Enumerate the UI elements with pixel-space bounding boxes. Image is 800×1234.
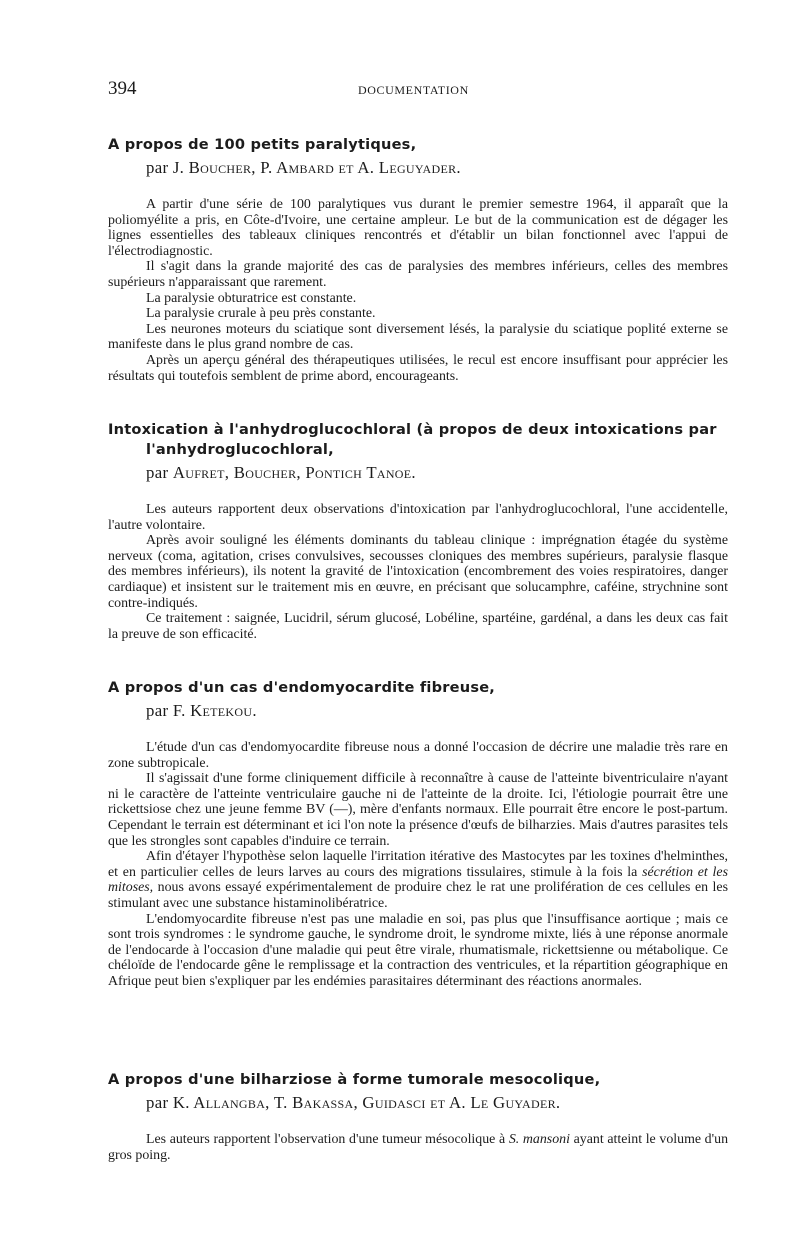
paragraph: La paralysie crurale à peu près constante. bbox=[146, 306, 376, 322]
paragraph: A partir d'une série de 100 paralytiques vus durant le premier semestre 1964, il apparaît que la poliomyélite a pris, en Côte-d'Ivoire, une certaine ampleur. Le but de la communication est de dégager les lignes essentielles des tableaux cliniques rencontrés et d'établir un bilan fonctionnel avec l'appui de l'électrodiagnostic. bbox=[108, 197, 728, 259]
page-number: 394 bbox=[108, 78, 137, 99]
paragraph: Les neurones moteurs du sciatique sont diversement lésés, la paralysie du sciatique poplité externe se manifeste dans le plus grand nombre de cas. bbox=[108, 321, 728, 353]
article-authors: Aufret, Boucher, Pontich Tanoe. bbox=[172, 463, 416, 482]
article-body bbox=[108, 502, 728, 642]
paragraph: L'étude d'un cas d'endomyocardite fibreuse nous a donné l'occasion de décrire une maladie très rare en zone subtropicale. bbox=[108, 740, 728, 771]
article-byline bbox=[146, 157, 728, 179]
paragraph: Ce traitement : saignée, Lucidril, sérum glucosé, Lobéline, spartéine, gardénal, a dans les deux cas fait la preuve de son efficacité. bbox=[108, 611, 728, 642]
article-2 bbox=[108, 420, 728, 642]
paragraph: La paralysie obturatrice est constante. bbox=[146, 290, 357, 306]
article-authors: F. Ketekou. bbox=[172, 701, 257, 720]
byline-prefix: par bbox=[146, 463, 169, 482]
paragraph: Afin d'étayer l'hypothèse selon laquelle l'irritation itérative des Mastocytes par les toxines d'helminthes, et en particulier celles de leurs larves au cours des migrations tissulaires, stimule à la fois la sécrétion et les mitoses, nous avons essayé expérimentalement de produire chez le rat une prolifération de ces cellules en les stimulant avec une substance histaminolibératrice. bbox=[108, 849, 728, 911]
italic-text: sécrétion et les mitoses, bbox=[108, 864, 728, 896]
article-body bbox=[108, 197, 728, 384]
article-title: A propos de 100 petits paralytiques, bbox=[108, 136, 417, 153]
paragraph: Après avoir souligné les éléments dominants du tableau clinique : imprégnation étagée du système nerveux (coma, agitation, crises convulsives, secousses cloniques des membres supérieurs, paralysie flasque des membres inférieurs), ils notent la gravité de l'intoxication (encombrement des voies respiratoires, danger cardiaque) et insistent sur le traitement mis en œuvre, en précisant que solucamphre, caféine, strychnine sont contre-indiqués. bbox=[108, 533, 728, 611]
article-byline bbox=[146, 700, 728, 722]
article-authors: K. Allangba, T. Bakassa, Guidasci et A. Le Guyader. bbox=[172, 1093, 561, 1112]
paragraph: Les auteurs rapportent deux observations d'intoxication par l'anhydroglucochloral, l'une accidentelle, l'autre volontaire. bbox=[108, 502, 728, 533]
article-body bbox=[108, 740, 728, 990]
article-byline bbox=[146, 1092, 728, 1114]
article-byline bbox=[146, 462, 728, 484]
paragraph: Il s'agit dans la grande majorité des cas de paralysies des membres inférieurs, celles des membres supérieurs n'apparaissant que rarement. bbox=[108, 259, 728, 290]
byline-prefix: par bbox=[146, 1093, 169, 1112]
italic-text: S. mansoni bbox=[508, 1132, 570, 1147]
page-header bbox=[108, 78, 728, 102]
paragraph: Les auteurs rapportent l'observation d'une tumeur mésocolique à S. mansoni ayant atteint le volume d'un gros poing. bbox=[108, 1132, 729, 1163]
paragraph: Après un aperçu général des thérapeutiques utilisées, le recul est encore insuffisant pour apprécier les résultats qui toutefois semblent de prime abord, encourageants. bbox=[108, 352, 728, 384]
article-3 bbox=[108, 678, 728, 990]
byline-prefix: par bbox=[146, 158, 169, 177]
article-title: Intoxication à l'anhydroglucochloral (à propos de deux intoxications par l'anhydroglucochloral, bbox=[108, 421, 717, 458]
running-head: DOCUMENTATION bbox=[358, 83, 469, 97]
article-body bbox=[108, 1132, 728, 1163]
paragraph: L'endomyocardite fibreuse n'est pas une maladie en soi, pas plus que l'insuffisance aortique ; mais ce sont trois syndromes : le syndrome gauche, le syndrome droit, le syndrome mixte, liés à une réponse anormale de l'endocarde à l'occasion d'une maladie qui peut être virale, rhumatismale, rickettsienne ou métabolique. Ce chéloïde de l'endocarde gêne le remplissage et la contraction des ventricules, et la répartition géographique en Afrique peut bien s'expliquer par les endémies parasitaires déterminant des réactions anormales. bbox=[108, 911, 728, 989]
paragraph: Il s'agissait d'une forme cliniquement difficile à reconnaître à cause de l'atteinte biventriculaire n'ayant ni le caractère de l'atteinte ventriculaire gauche ni de l'atteinte de la droite. Ici, l'étiologie pourrait être une rickettsiose chez une jeune femme BV (—), mère d'enfants normaux. Elle pourrait être encore le post-partum. Cependant le terrain est déterminant et ici l'on note la présence d'œufs de bilharzies. Mais d'autres parasites tels que les strongles sont capables d'induire ce terrain. bbox=[108, 771, 728, 849]
article-1 bbox=[108, 135, 728, 384]
article-4 bbox=[108, 1070, 728, 1163]
byline-prefix: par bbox=[146, 701, 169, 720]
article-title: A propos d'une bilharziose à forme tumorale mesocolique, bbox=[108, 1071, 601, 1088]
article-authors: J. Boucher, P. Ambard et A. Leguyader. bbox=[172, 158, 461, 177]
article-title: A propos d'un cas d'endomyocardite fibreuse, bbox=[108, 679, 496, 696]
